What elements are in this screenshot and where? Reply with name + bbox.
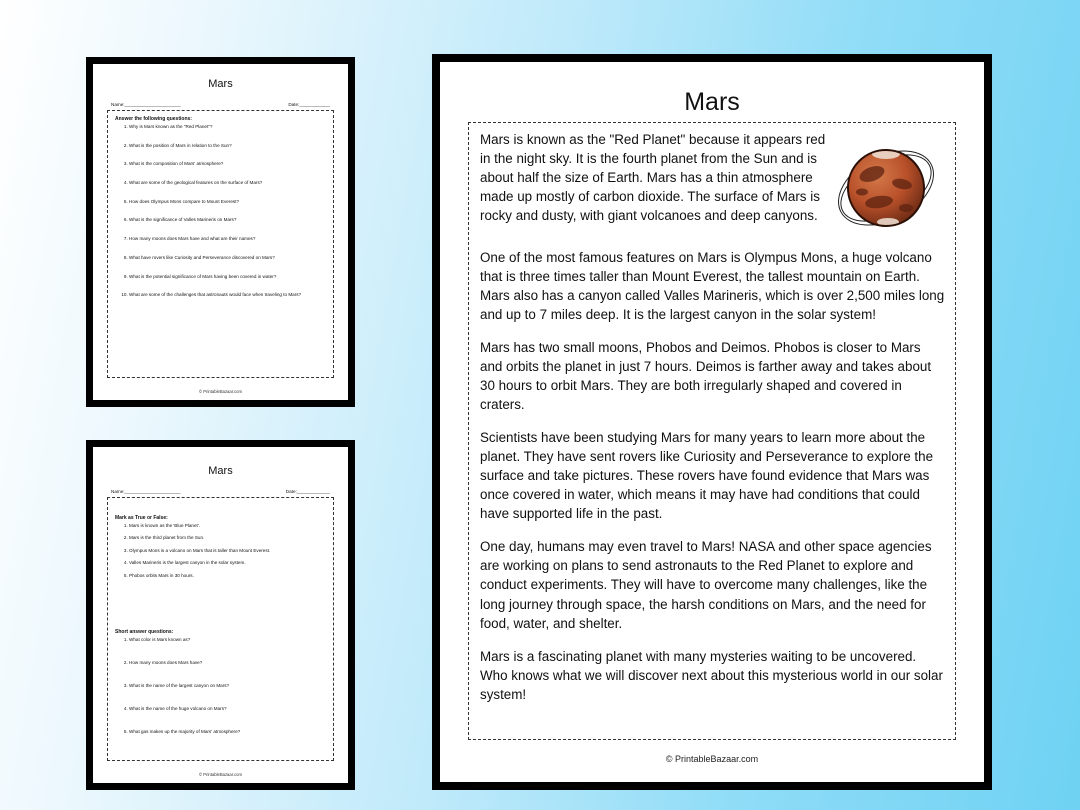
worksheet2-name-field[interactable]: Name:______________________ bbox=[111, 489, 181, 494]
worksheet2-truefalse-list bbox=[115, 523, 328, 585]
worksheet-questions-page[interactable] bbox=[86, 57, 355, 407]
list-item: 10. What are some of the challenges that astronauts would face when traveling to Mars? bbox=[129, 292, 328, 298]
list-item: 9. What is the potential significance of Mars having been covered in water? bbox=[129, 274, 328, 280]
page-title: Mars bbox=[684, 88, 740, 116]
worksheet-truefalse-page[interactable] bbox=[86, 440, 355, 790]
worksheet1-date-field[interactable]: Date:____________ bbox=[288, 102, 330, 107]
list-item: 6. What is the significance of Valles Marineris on Mars? bbox=[129, 217, 328, 223]
worksheet1-name-field[interactable]: Name:______________________ bbox=[111, 102, 181, 107]
worksheet1-name-date-row bbox=[111, 102, 330, 107]
list-item: 3. What is the name of the largest canyon on Mars? bbox=[129, 683, 328, 689]
worksheet-truefalse-paper bbox=[93, 447, 348, 783]
list-item: 3. Olympus Mons is a volcano on Mars that is taller than Mount Everest. bbox=[129, 548, 328, 554]
list-item: 1. Mars is known as the 'Blue Planet'. bbox=[129, 523, 328, 529]
list-item: 4. Valles Marineris is the largest canyon in the solar system. bbox=[129, 560, 328, 566]
worksheet-questions-paper bbox=[93, 64, 348, 400]
list-item: 5. Phobos orbits Mars in 30 hours. bbox=[129, 573, 328, 579]
worksheet2-shortanswer-heading: Short answer questions: bbox=[115, 629, 174, 635]
passage-paragraph: Mars is known as the "Red Planet" because it appears red in the night sky. It is the fourth planet from the Sun and is about half the size of Earth. Mars has a thin atmosphere made up mostly of carbon dioxide. The surface of Mars is rocky and dusty, with giant volcanoes and deep canyons. bbox=[480, 132, 826, 224]
list-item: 7. How many moons does Mars have and what are their names? bbox=[129, 236, 328, 242]
worksheet2-date-field[interactable]: Date:_____________ bbox=[285, 489, 330, 494]
worksheet1-credit: © PrintableBazaar.com bbox=[199, 389, 242, 394]
list-item: 1. Why is Mars known as the "Red Planet"? bbox=[129, 124, 328, 130]
list-item: 4. What is the name of the huge volcano on Mars? bbox=[129, 706, 328, 712]
list-item: 3. What is the composition of Mars' atmosphere? bbox=[129, 161, 328, 167]
list-item: 2. Mars is the third planet from the Sun. bbox=[129, 535, 328, 541]
worksheet2-shortanswer-list bbox=[115, 637, 328, 752]
passage-paragraph: One day, humans may even travel to Mars! NASA and other space agencies are working on plans to send astronauts to the Red Planet to explore and conduct experiments. They will have to overcome many challenges, like the long journey through space, the harsh conditions on Mars, and the need for food, water, and shelter. bbox=[480, 539, 932, 631]
worksheet1-question-list bbox=[115, 124, 328, 311]
passage-paragraph: Mars is a fascinating planet with many mysteries waiting to be uncovered. Who knows what we will discover next about this mysterious world in our solar system! bbox=[480, 648, 943, 702]
worksheet2-title: Mars bbox=[208, 465, 233, 477]
passage-body bbox=[480, 130, 946, 718]
worksheet2-truefalse-heading: Mark as True or False: bbox=[115, 515, 168, 521]
worksheet2-credit: © PrintableBazaar.com bbox=[199, 772, 242, 777]
list-item: 2. How many moons does Mars have? bbox=[129, 660, 328, 666]
list-item: 5. How does Olympus Mons compare to Mount Everest? bbox=[129, 199, 328, 205]
worksheet2-name-date-row bbox=[111, 489, 330, 494]
worksheet1-title: Mars bbox=[208, 78, 233, 90]
passage-paragraph: Scientists have been studying Mars for many years to learn more about the planet. They have sent rovers like Curiosity and Perseverance to explore the surface and take pictures. These rovers have found evidence that Mars was once covered in water, which means it may have had conditions that could have supported life in the past. bbox=[480, 430, 934, 522]
list-item: 2. What is the position of Mars in relation to the Sun? bbox=[129, 143, 328, 149]
reading-passage-page[interactable] bbox=[432, 54, 992, 790]
list-item: 5. What gas makes up the majority of Mars' atmosphere? bbox=[129, 729, 328, 735]
list-item: 8. What have rovers like Curiosity and Perseverance discovered on Mars? bbox=[129, 255, 328, 261]
list-item: 4. What are some of the geological features on the surface of Mars? bbox=[129, 180, 328, 186]
passage-credit: © PrintableBazaar.com bbox=[665, 754, 759, 764]
passage-paragraph: One of the most famous features on Mars is Olympus Mons, a huge volcano that is three times taller than Mount Everest, the tallest mountain on Earth. Mars also has a canyon called Valles Marineris, which is over 2,500 miles long and up to 7 miles deep. It is the largest canyon in the solar system! bbox=[480, 250, 945, 323]
worksheet1-instruction-heading: Answer the following questions: bbox=[115, 116, 192, 122]
reading-passage-paper bbox=[440, 62, 984, 782]
list-item: 1. What color is Mars known as? bbox=[129, 637, 328, 643]
passage-paragraph: Mars has two small moons, Phobos and Deimos. Phobos is closer to Mars and orbits the planet in just 7 hours. Deimos is farther away and takes about 30 hours to orbit Mars. They are both irregularly shaped and covered in craters. bbox=[480, 340, 932, 413]
